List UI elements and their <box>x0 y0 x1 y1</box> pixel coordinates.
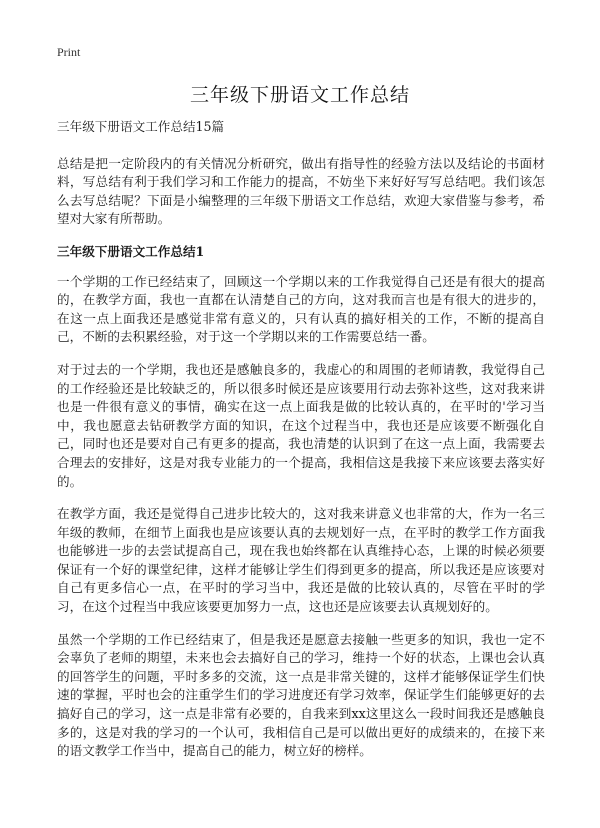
page-title: 三年级下册语文工作总结 <box>189 84 410 106</box>
body-paragraph: 对于过去的一个学期，我也还是感触良多的，我虚心的和周围的老师请教，我觉得自己的工作经验还是比较缺乏的，所以很多时候还是应该要用行动去弥补这些，这对我来讲也是一件很有意义的事情，确实在这一点上面我是做的比较认真的，在平时的'学习当中，我也愿意去钻研教学方面的知识，在这个过程当中，我也还是应该要不断强化自己，同时也还是要对自己有更多的提高，我也清楚的认识到了在这一点上面，我需要去合理去的安排好，这是对我专业能力的一个提高，我相信这是我接下来应该要去落实好的。 <box>57 361 545 489</box>
body-paragraph: 在教学方面，我还是觉得自己进步比较大的，这对我来讲意义也非常的大，作为一名三年级的教师，在细节上面我也是应该要认真的去规划好一点，在平时的教学工作方面我也能够进一步的去尝试提高自己，现在我也始终都在认真维持心态，上课的时候必须要保证有一个好的课堂纪律，这样才能够让学生们得到更多的提高，所以我还是应该要对自己有更多信心一点，在平时的学习当中，我还是做的比较认真的，尽管在平时的学习，在这个过程当中我应该要更加努力一点，这也还是应该要去认真规划好的。 <box>57 506 545 615</box>
body-paragraph: 一个学期的工作已经结束了，回顾这一个学期以来的工作我觉得自己还是有很大的提高的，在教学方面，我也一直都在认清楚自己的方向，这对我而言也是有很大的进步的，在这一点上面我还是感觉非常有意义的，只有认真的搞好相关的工作，不断的提高自己，不断的去积累经验，对于这一个学期以来的工作需要总结一番。 <box>57 273 545 345</box>
body-paragraph: 虽然一个学期的工作已经结束了，但是我还是愿意去接触一些更多的知识，我也一定不会辜负了老师的期望，未来也会去搞好自己的学习，维持一个好的状态，上课也会认真的回答学生的问题，平时多多的交流，这一点是非常关键的，这样才能够保证学生们快速的掌握，平时也会的注重学生们的学习进度还有学习效率，保证学生们能够更好的去搞好自己的学习，这一点是非常有必要的，自我来到xx这里这么一段时间我还是感触良多的，这是对我的学习的一个认可，我相信自己是可以做出更好的成绩来的，在接下来的语文教学工作当中，提高自己的能力，树立好的榜样。 <box>57 631 545 759</box>
document-subtitle: 三年级下册语文工作总结15篇 <box>57 119 225 134</box>
print-link[interactable]: Print <box>57 45 81 59</box>
intro-paragraph: 总结是把一定阶段内的有关情况分析研究，做出有指导性的经验方法以及结论的书面材料，写总结有利于我们学习和工作能力的提高，不妨坐下来好好写写总结吧。我们该怎么去写总结呢？下面是小编整理的三年级下册语文工作总结，欢迎大家借鉴与参考，希望对大家有所帮助。 <box>57 155 545 227</box>
section-heading: 三年级下册语文工作总结1 <box>57 243 205 259</box>
document-body <box>57 118 545 775</box>
